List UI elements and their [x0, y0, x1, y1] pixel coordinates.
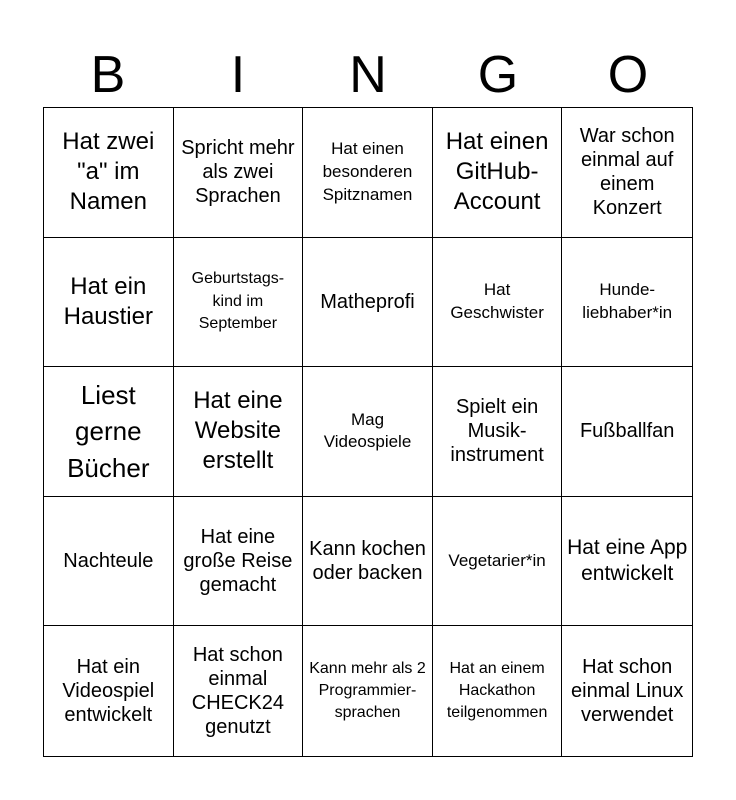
cell-text: Liest gerne Bücher: [67, 379, 150, 483]
cell-text: Hat schon einmal CHECK24 genutzt: [191, 644, 285, 739]
bingo-cell[interactable]: [303, 626, 433, 756]
header-letter-o: O: [607, 46, 649, 104]
bingo-cell[interactable]: [174, 108, 304, 238]
cell-text: Hat ein Haustier: [63, 272, 153, 330]
bingo-cell[interactable]: [44, 367, 174, 497]
bingo-cell[interactable]: [562, 367, 692, 497]
cell-text: Kann kochen oder backen: [309, 538, 426, 585]
cell-text: Hat an einem Hackathon teilgenommen: [446, 659, 548, 722]
cell-text: Spielt ein Musik-instrument: [450, 396, 544, 467]
header-letter-b: B: [90, 46, 126, 104]
cell-text: Hat ein Videospiel entwickelt: [62, 656, 155, 727]
bingo-cell[interactable]: [562, 238, 692, 368]
cell-text: Hat eine App entwickelt: [567, 535, 688, 586]
header-letter-i: I: [230, 46, 246, 104]
cell-text: Hunde-liebhaber*in: [582, 279, 673, 322]
header-letter-g: G: [477, 46, 519, 104]
cell-text: Hat Geschwister: [450, 279, 544, 322]
bingo-cell[interactable]: [303, 108, 433, 238]
cell-text: Hat einen GitHub-Account: [445, 128, 549, 216]
bingo-cell[interactable]: [433, 108, 563, 238]
bingo-header: [43, 44, 693, 106]
bingo-cell[interactable]: [44, 108, 174, 238]
cell-text: Nachteule: [63, 550, 154, 573]
bingo-cell[interactable]: [433, 497, 563, 627]
cell-text: Hat eine große Reise gemacht: [183, 526, 293, 597]
bingo-cell[interactable]: [433, 367, 563, 497]
bingo-cell[interactable]: [44, 626, 174, 756]
bingo-cell[interactable]: [44, 497, 174, 627]
bingo-cell[interactable]: [433, 238, 563, 368]
bingo-cell[interactable]: [303, 367, 433, 497]
header-letter-n: N: [349, 46, 387, 104]
bingo-grid: [43, 107, 693, 757]
cell-text: Kann mehr als 2 Programmier-sprachen: [309, 659, 426, 722]
bingo-cell[interactable]: [562, 108, 692, 238]
bingo-cell[interactable]: [433, 626, 563, 756]
cell-text: Hat schon einmal Linux verwendet: [571, 656, 684, 727]
bingo-cell[interactable]: [44, 238, 174, 368]
bingo-cell[interactable]: [562, 626, 692, 756]
bingo-cell[interactable]: [562, 497, 692, 627]
bingo-cell[interactable]: [174, 497, 304, 627]
cell-text: War schon einmal auf einem Konzert: [579, 125, 675, 220]
cell-text: Hat einen besonderen Spitznamen: [322, 138, 413, 204]
cell-text: Geburtstags-kind im September: [191, 270, 285, 333]
cell-text: Vegetarier*in: [448, 550, 546, 570]
bingo-cell[interactable]: [174, 626, 304, 756]
cell-text: Spricht mehr als zwei Sprachen: [181, 137, 295, 208]
cell-text: Mag Videospiele: [323, 409, 412, 452]
cell-text: Matheprofi: [320, 290, 415, 313]
bingo-cell[interactable]: [174, 367, 304, 497]
cell-text: Fußballfan: [579, 420, 675, 443]
bingo-cell[interactable]: [303, 238, 433, 368]
cell-text: Hat zwei "a" im Namen: [62, 128, 155, 216]
bingo-cell[interactable]: [174, 238, 304, 368]
cell-text: Hat eine Website erstellt: [193, 387, 283, 475]
bingo-cell[interactable]: [303, 497, 433, 627]
